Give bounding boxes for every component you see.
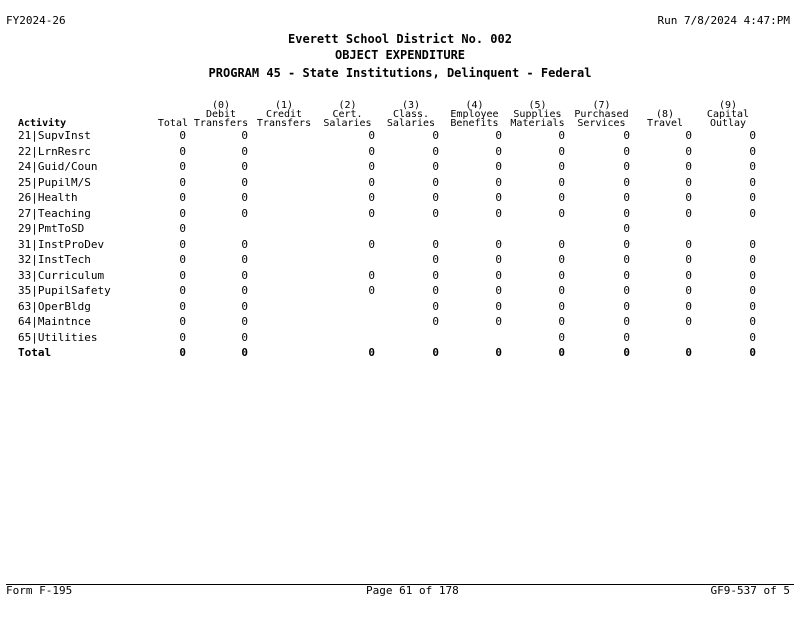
column-header-num: (9) <box>718 100 738 111</box>
value-cell: 0 <box>179 330 186 344</box>
value-cell: 0 <box>432 268 439 282</box>
column-header-label2: Services <box>577 118 626 128</box>
value-cell: 0 <box>179 253 186 266</box>
value-cell: 0 <box>749 175 756 189</box>
value-cell: 0 <box>623 315 630 328</box>
value-cell: 0 <box>179 175 186 189</box>
activity-cell: 22|LrnResrc <box>18 144 91 158</box>
value-cell: 0 <box>749 315 756 328</box>
value-cell: 0 <box>558 284 565 297</box>
value-cell: 0 <box>495 299 502 313</box>
value-cell <box>252 144 316 160</box>
column-header-label1: Supplies <box>513 109 562 120</box>
column-header-label1: Employee <box>450 109 499 120</box>
value-cell: 0 <box>685 346 692 359</box>
value-cell: 0 <box>179 315 186 328</box>
value-cell: 0 <box>368 346 375 359</box>
column-header-num: (8) <box>655 109 675 120</box>
value-cell: 0 <box>241 237 248 251</box>
table-row <box>18 175 760 191</box>
value-cell <box>696 221 760 237</box>
value-cell <box>252 159 316 175</box>
program-title: PROGRAM 45 - State Institutions, Delinquent - Federal <box>208 66 592 80</box>
table-body <box>18 128 760 361</box>
value-cell <box>252 283 316 299</box>
value-cell: 0 <box>179 206 186 220</box>
value-cell: 0 <box>495 129 502 142</box>
value-cell: 0 <box>179 299 186 313</box>
value-cell <box>443 221 506 237</box>
value-cell: 0 <box>623 206 630 220</box>
value-cell: 0 <box>179 160 186 173</box>
value-cell <box>252 221 316 237</box>
column-header-label1: Cert. <box>332 109 363 120</box>
value-cell: 0 <box>749 237 756 251</box>
value-cell: 0 <box>558 299 565 313</box>
value-cell: 0 <box>685 175 692 189</box>
value-cell: 0 <box>558 191 565 204</box>
column-header-label2: Benefits <box>450 118 499 128</box>
table-row <box>18 299 760 315</box>
value-cell: 0 <box>495 284 502 297</box>
value-cell: 0 <box>495 346 502 359</box>
column-header-label2: Activity <box>18 118 67 128</box>
table-row <box>18 206 760 222</box>
value-cell: 0 <box>685 237 692 251</box>
value-cell: 0 <box>241 144 248 158</box>
value-cell: 0 <box>241 330 248 344</box>
value-cell <box>252 190 316 206</box>
column-header-label1: Purchased <box>574 109 629 120</box>
value-cell: 0 <box>432 253 439 266</box>
value-cell: 0 <box>685 284 692 297</box>
column-header-num: (5) <box>528 100 547 111</box>
value-cell <box>316 221 379 237</box>
gf-code: GF9-537 of 5 <box>710 584 790 597</box>
table-row <box>18 330 760 346</box>
value-cell: 0 <box>623 268 630 282</box>
value-cell <box>316 330 379 346</box>
value-cell: 0 <box>432 299 439 313</box>
column-header-label2: Salaries <box>323 118 372 128</box>
value-cell: 0 <box>558 330 565 344</box>
value-cell: 0 <box>179 346 186 359</box>
value-cell: 0 <box>432 237 439 251</box>
column-header-label1: Debit <box>205 109 237 120</box>
value-cell <box>316 299 379 315</box>
activity-cell: 35|PupilSafety <box>18 284 111 297</box>
value-cell <box>252 345 316 361</box>
value-cell: 0 <box>558 253 565 266</box>
column-header <box>18 96 136 128</box>
column-header-num: (7) <box>592 100 611 111</box>
header-row <box>18 96 760 128</box>
value-cell: 0 <box>432 284 439 297</box>
value-cell: 0 <box>623 299 630 313</box>
value-cell: 0 <box>749 129 756 142</box>
activity-cell: 63|OperBldg <box>18 299 91 313</box>
column-header-label2: Materials <box>510 118 565 128</box>
column-header <box>634 96 696 128</box>
value-cell: 0 <box>495 315 502 328</box>
value-cell: 0 <box>368 129 375 142</box>
value-cell: 0 <box>495 268 502 282</box>
value-cell: 0 <box>623 160 630 173</box>
value-cell: 0 <box>495 206 502 220</box>
column-header-label2: Transfers <box>256 118 312 128</box>
value-cell: 0 <box>685 160 692 173</box>
activity-cell: 24|Guid/Coun <box>18 160 98 173</box>
value-cell: 0 <box>623 284 630 297</box>
column-header <box>379 96 443 128</box>
value-cell: 0 <box>685 299 692 313</box>
value-cell <box>252 206 316 222</box>
value-cell: 0 <box>558 175 565 189</box>
value-cell: 0 <box>241 129 248 142</box>
column-header-label1: Credit <box>265 109 303 120</box>
total-row <box>18 345 760 361</box>
value-cell: 0 <box>241 175 248 189</box>
value-cell: 0 <box>179 144 186 158</box>
value-cell: 0 <box>241 299 248 313</box>
value-cell <box>190 221 252 237</box>
value-cell: 0 <box>623 144 630 158</box>
table-row <box>18 252 760 268</box>
value-cell <box>252 268 316 284</box>
value-cell: 0 <box>685 253 692 266</box>
value-cell: 0 <box>495 144 502 158</box>
value-cell: 0 <box>241 346 248 359</box>
column-header-num: (4) <box>465 100 484 111</box>
value-cell <box>634 330 696 346</box>
value-cell <box>443 330 506 346</box>
value-cell: 0 <box>368 175 375 189</box>
column-header-num: (3) <box>401 100 421 111</box>
form-number: Form F-195 <box>6 584 73 597</box>
value-cell: 0 <box>749 268 756 282</box>
value-cell <box>252 330 316 346</box>
district-title: Everett School District No. 002 <box>288 32 512 46</box>
activity-cell: 33|Curriculum <box>18 268 105 282</box>
value-cell: 0 <box>241 268 248 282</box>
column-header-num: (0) <box>211 100 231 111</box>
value-cell: 0 <box>749 253 756 266</box>
column-header <box>506 96 569 128</box>
value-cell: 0 <box>558 346 565 359</box>
value-cell: 0 <box>558 160 565 173</box>
value-cell: 0 <box>432 175 439 189</box>
value-cell: 0 <box>432 315 439 328</box>
value-cell: 0 <box>623 253 630 266</box>
value-cell: 0 <box>623 129 630 142</box>
table-row <box>18 314 760 330</box>
table-row <box>18 283 760 299</box>
value-cell: 0 <box>623 237 630 251</box>
value-cell <box>634 221 696 237</box>
table-row <box>18 128 760 144</box>
run-timestamp: Run 7/8/2024 4:47:PM <box>657 14 790 27</box>
activity-cell: 65|Utilities <box>18 330 98 344</box>
value-cell: 0 <box>558 129 565 142</box>
value-cell: 0 <box>179 237 186 251</box>
page-number: Page 61 of 178 <box>366 584 459 597</box>
value-cell: 0 <box>558 237 565 251</box>
value-cell: 0 <box>179 284 186 297</box>
value-cell: 0 <box>685 315 692 328</box>
column-header-num: (2) <box>338 100 357 111</box>
value-cell <box>379 221 443 237</box>
table-row <box>18 190 760 206</box>
value-cell: 0 <box>241 253 248 266</box>
column-header-label2: Transfers <box>193 118 249 128</box>
activity-cell: 27|Teaching <box>18 206 91 220</box>
value-cell <box>252 299 316 315</box>
value-cell <box>316 314 379 330</box>
value-cell: 0 <box>432 129 439 142</box>
value-cell: 0 <box>495 160 502 173</box>
activity-cell: 31|InstProDev <box>18 237 105 251</box>
value-cell <box>252 252 316 268</box>
table-header <box>18 96 760 128</box>
value-cell: 0 <box>623 191 630 204</box>
value-cell <box>316 252 379 268</box>
column-header <box>136 96 190 128</box>
value-cell: 0 <box>241 206 248 220</box>
value-cell: 0 <box>241 315 248 328</box>
table-row <box>18 268 760 284</box>
value-cell: 0 <box>685 129 692 142</box>
value-cell: 0 <box>179 222 186 235</box>
value-cell <box>252 175 316 191</box>
value-cell: 0 <box>685 268 692 282</box>
value-cell: 0 <box>685 144 692 158</box>
value-cell: 0 <box>432 144 439 158</box>
column-header <box>443 96 506 128</box>
expenditure-table <box>18 96 760 361</box>
column-header <box>569 96 634 128</box>
table-row <box>18 221 760 237</box>
value-cell <box>252 128 316 144</box>
value-cell: 0 <box>432 346 439 359</box>
activity-cell: 25|PupilM/S <box>18 175 91 189</box>
value-cell: 0 <box>432 160 439 173</box>
table-row <box>18 159 760 175</box>
value-cell <box>506 221 569 237</box>
value-cell: 0 <box>749 206 756 220</box>
activity-cell: Total <box>18 346 52 359</box>
value-cell: 0 <box>623 330 630 344</box>
value-cell: 0 <box>432 206 439 220</box>
column-header-label1: Class. <box>392 109 430 120</box>
value-cell: 0 <box>368 284 375 297</box>
value-cell: 0 <box>749 191 756 204</box>
value-cell: 0 <box>368 144 375 158</box>
column-header-num: (1) <box>274 100 294 111</box>
value-cell: 0 <box>368 160 375 173</box>
value-cell: 0 <box>623 346 630 359</box>
value-cell: 0 <box>179 268 186 282</box>
value-cell: 0 <box>179 191 186 204</box>
column-header-label2: Total <box>157 118 188 128</box>
value-cell: 0 <box>685 191 692 204</box>
value-cell: 0 <box>749 346 756 359</box>
value-cell: 0 <box>623 222 630 235</box>
value-cell: 0 <box>495 253 502 266</box>
value-cell: 0 <box>432 191 439 204</box>
column-header <box>252 96 316 128</box>
column-header-label2: Outlay <box>709 118 747 128</box>
activity-cell: 64|Maintnce <box>18 315 91 328</box>
value-cell: 0 <box>495 191 502 204</box>
value-cell: 0 <box>558 315 565 328</box>
table-row <box>18 237 760 253</box>
value-cell: 0 <box>241 284 248 297</box>
value-cell: 0 <box>749 160 756 173</box>
value-cell: 0 <box>558 206 565 220</box>
value-cell <box>252 314 316 330</box>
activity-cell: 26|Health <box>18 191 78 204</box>
value-cell: 0 <box>749 284 756 297</box>
value-cell <box>252 237 316 253</box>
column-header-label2: Salaries <box>386 118 436 128</box>
value-cell: 0 <box>368 268 375 282</box>
value-cell: 0 <box>368 206 375 220</box>
value-cell: 0 <box>749 330 756 344</box>
column-header <box>190 96 252 128</box>
value-cell: 0 <box>495 175 502 189</box>
column-header-label2: Travel <box>646 118 684 128</box>
value-cell: 0 <box>558 144 565 158</box>
column-header <box>696 96 760 128</box>
value-cell: 0 <box>685 206 692 220</box>
activity-cell: 29|PmtToSD <box>18 222 85 235</box>
value-cell: 0 <box>368 237 375 251</box>
report-title: OBJECT EXPENDITURE <box>334 48 466 62</box>
value-cell: 0 <box>623 175 630 189</box>
value-cell <box>379 330 443 346</box>
column-header <box>316 96 379 128</box>
activity-cell: 32|InstTech <box>18 253 91 266</box>
value-cell: 0 <box>495 237 502 251</box>
activity-cell: 21|SupvInst <box>18 129 91 142</box>
value-cell: 0 <box>241 191 248 204</box>
value-cell: 0 <box>368 191 375 204</box>
value-cell: 0 <box>179 129 186 142</box>
table-row <box>18 144 760 160</box>
fiscal-year: FY2024-26 <box>6 14 66 27</box>
column-header-label1: Capital <box>706 109 750 120</box>
value-cell: 0 <box>749 299 756 313</box>
value-cell: 0 <box>241 160 248 173</box>
value-cell: 0 <box>558 268 565 282</box>
value-cell: 0 <box>749 144 756 158</box>
